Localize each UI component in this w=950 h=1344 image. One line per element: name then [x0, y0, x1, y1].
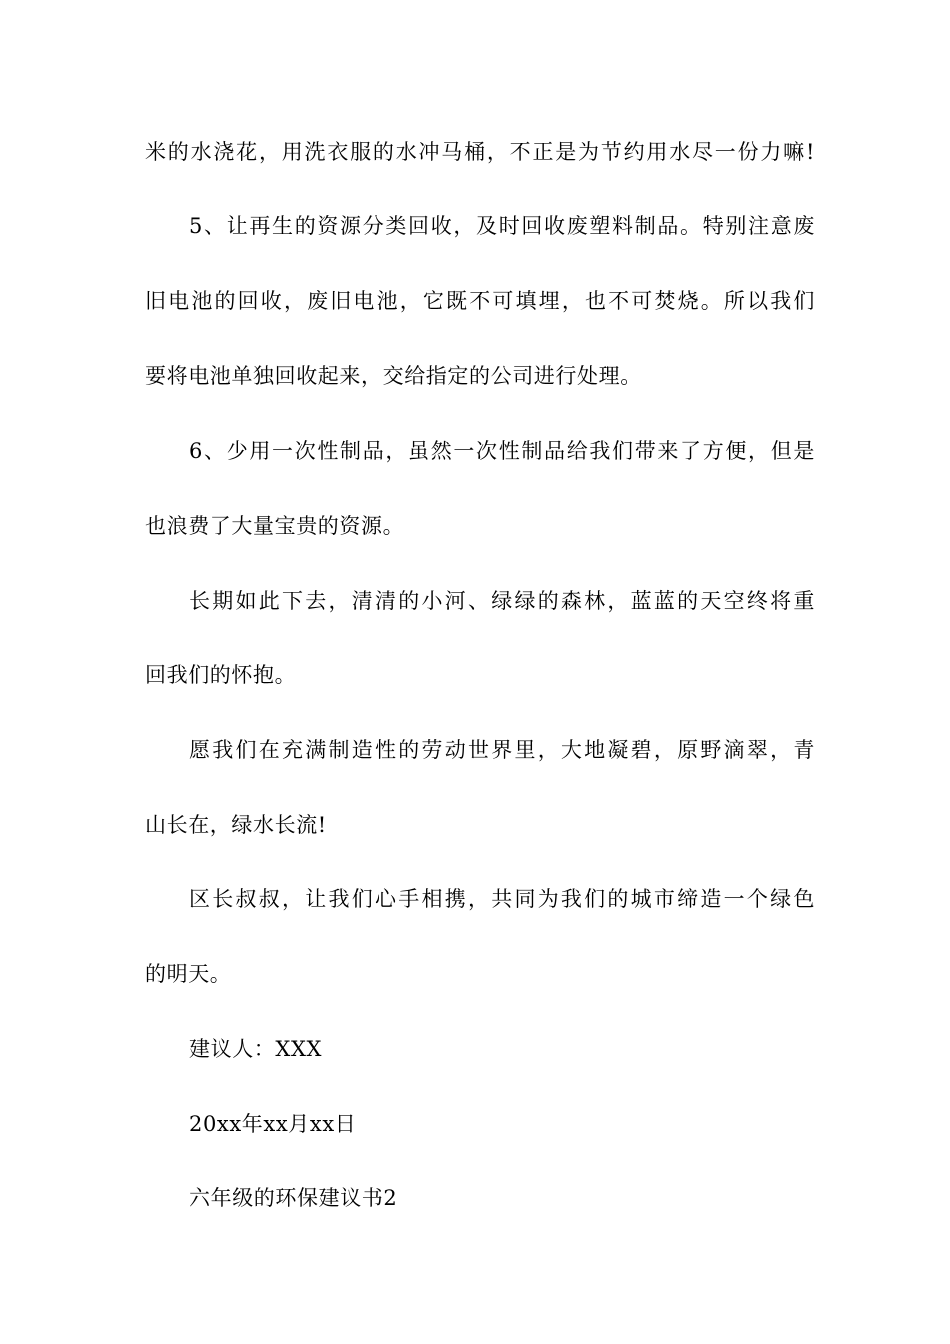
paragraph-line: 6、少用一次性制品，虽然一次性制品给我们带来了方便，但是 [189, 439, 815, 463]
section-title: 六年级的环保建议书2 [189, 1186, 398, 1210]
paragraph-line: 米的水浇花，用洗衣服的水冲马桶，不正是为节约用水尽一份力嘛! [145, 140, 815, 164]
paragraph-line: 要将电池单独回收起来，交给指定的公司进行处理。 [145, 364, 642, 388]
signature-line: 建议人：XXX [189, 1037, 323, 1061]
paragraph-line: 5、让再生的资源分类回收，及时回收废塑料制品。特别注意废 [189, 214, 815, 238]
paragraph-line: 旧电池的回收，废旧电池，它既不可填埋，也不可焚烧。所以我们 [145, 289, 815, 313]
paragraph-line: 山长在，绿水长流! [145, 813, 327, 837]
paragraph-line: 的明天。 [145, 962, 232, 986]
paragraph-line: 也浪费了大量宝贵的资源。 [145, 514, 405, 538]
paragraph-line: 长期如此下去，清清的小河、绿绿的森林，蓝蓝的天空终将重 [189, 589, 815, 613]
paragraph-line: 愿我们在充满制造性的劳动世界里，大地凝碧，原野滴翠，青 [189, 738, 815, 762]
date-line: 20xx年xx月xx日 [189, 1112, 357, 1136]
paragraph-line: 回我们的怀抱。 [145, 663, 297, 687]
paragraph-line: 区长叔叔，让我们心手相携，共同为我们的城市缔造一个绿色 [189, 887, 815, 911]
